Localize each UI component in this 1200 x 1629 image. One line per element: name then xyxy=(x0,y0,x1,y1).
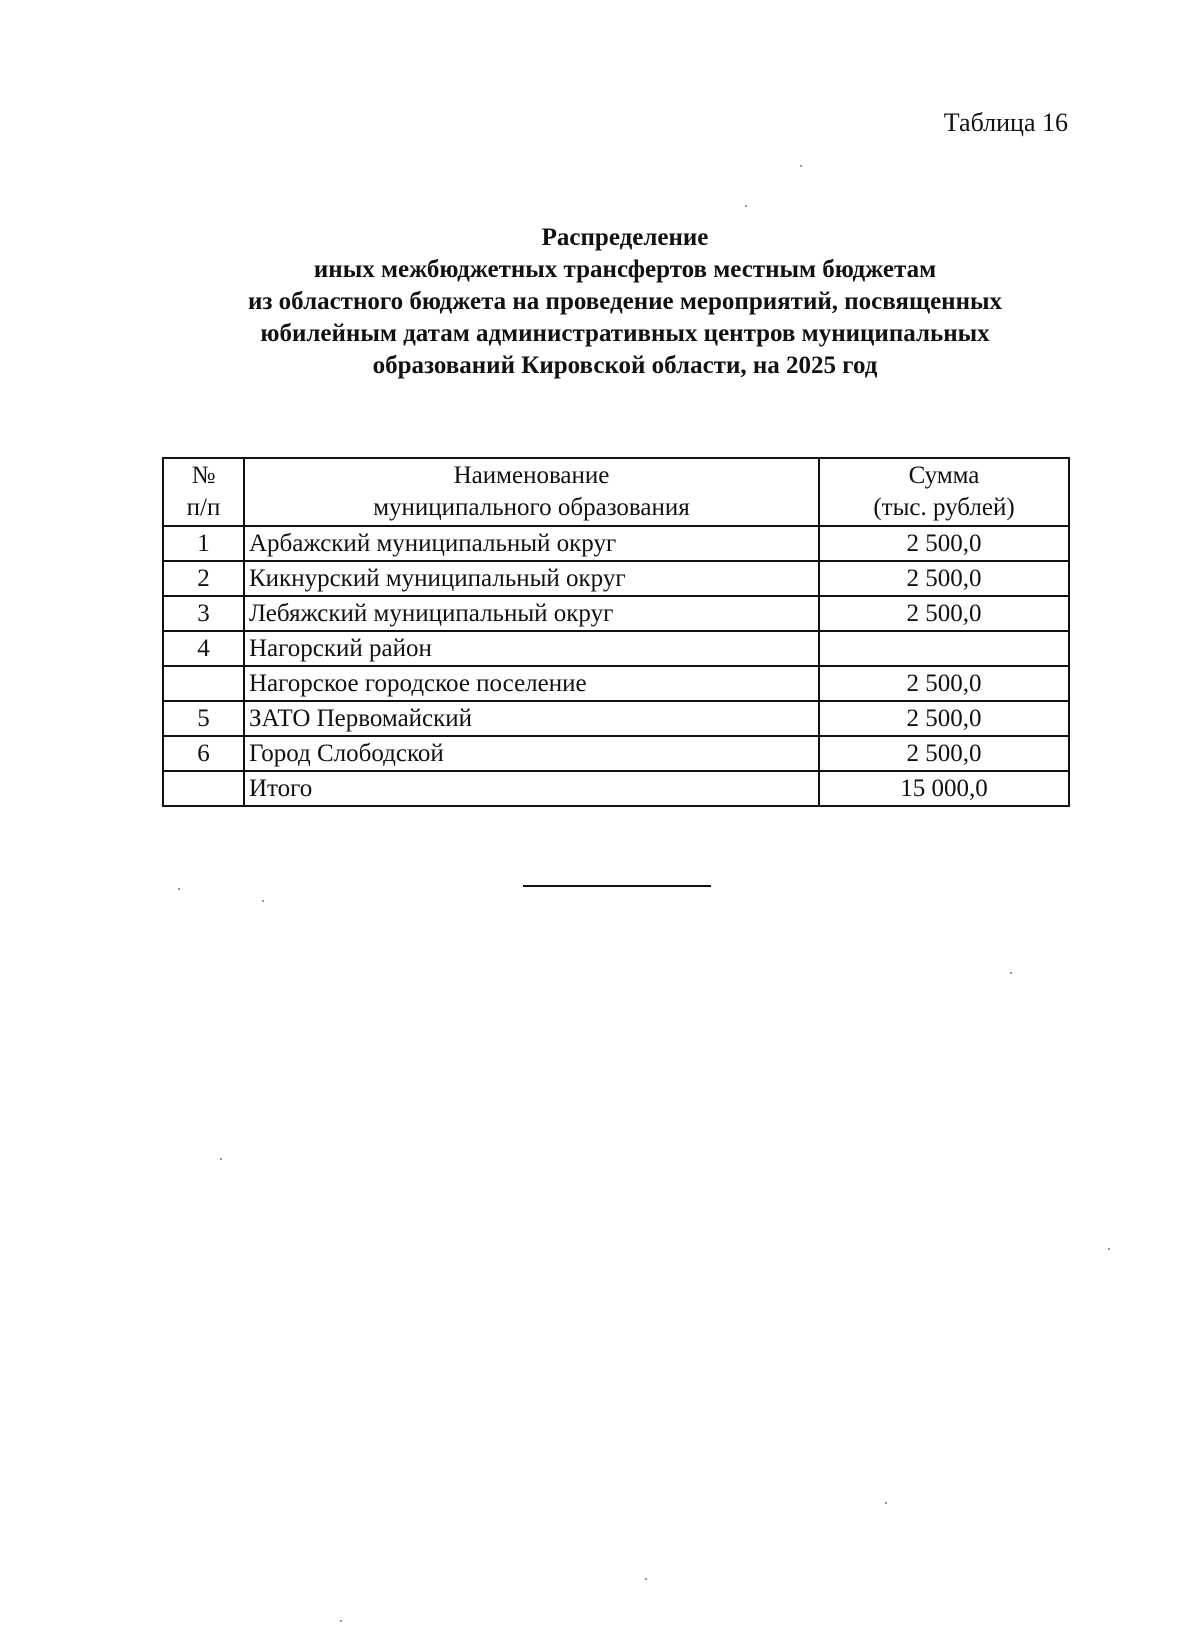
row-num xyxy=(163,771,244,806)
header-name-line: муниципального образования xyxy=(373,494,690,521)
row-sum xyxy=(819,631,1069,666)
scan-speck xyxy=(885,1502,887,1504)
table-row xyxy=(163,701,1069,736)
row-name: Итого xyxy=(244,771,819,806)
scan-speck xyxy=(1010,972,1012,974)
table-row xyxy=(163,526,1069,561)
row-name: Арбажский муниципальный округ xyxy=(244,526,819,561)
row-num: 2 xyxy=(163,561,244,596)
row-sum: 2 500,0 xyxy=(819,526,1069,561)
title-line: Распределение xyxy=(541,224,709,251)
title-line: образований Кировской области, на 2025 год xyxy=(372,352,878,379)
table-total-row xyxy=(163,771,1069,806)
scan-speck xyxy=(262,900,264,902)
scan-speck xyxy=(800,165,802,167)
row-name: Лебяжский муниципальный округ xyxy=(244,596,819,631)
row-sum: 2 500,0 xyxy=(819,701,1069,736)
table-row xyxy=(163,736,1069,771)
end-separator-line xyxy=(523,885,711,887)
title-line: иных межбюджетных трансфертов местным бюджетам xyxy=(313,256,937,283)
scan-speck xyxy=(645,1578,647,1580)
table-row xyxy=(163,561,1069,596)
table-number-label: Таблица 16 xyxy=(943,108,1068,137)
scan-speck xyxy=(178,888,180,890)
row-sum: 2 500,0 xyxy=(819,736,1069,771)
row-num: 4 xyxy=(163,631,244,666)
header-sum-line: Сумма xyxy=(908,462,980,489)
table-row xyxy=(163,666,1069,701)
row-sum: 2 500,0 xyxy=(819,596,1069,631)
title-line: юбилейным датам административных центров муниципальных xyxy=(260,320,990,347)
row-name: Нагорский район xyxy=(244,631,819,666)
table-row xyxy=(163,631,1069,666)
row-name: Город Слободской xyxy=(244,736,819,771)
header-num-line: № xyxy=(191,462,216,489)
row-name: Кикнурский муниципальный округ xyxy=(244,561,819,596)
scan-speck xyxy=(745,205,747,207)
header-num-line: п/п xyxy=(186,494,221,521)
row-num: 3 xyxy=(163,596,244,631)
row-sum: 15 000,0 xyxy=(819,771,1069,806)
row-num xyxy=(163,666,244,701)
header-name xyxy=(244,458,819,526)
row-sum: 2 500,0 xyxy=(819,666,1069,701)
row-num: 1 xyxy=(163,526,244,561)
table-header-row xyxy=(163,458,1069,526)
header-sum xyxy=(819,458,1069,526)
document-title xyxy=(150,222,1100,382)
header-name-line: Наименование xyxy=(453,462,610,489)
table-row xyxy=(163,596,1069,631)
row-name: ЗАТО Первомайский xyxy=(244,701,819,736)
title-line: из областного бюджета на проведение мероприятий, посвященных xyxy=(247,288,1002,315)
distribution-table xyxy=(162,457,1070,807)
row-num: 5 xyxy=(163,701,244,736)
scan-speck xyxy=(1108,1248,1110,1250)
row-name: Нагорское городское поселение xyxy=(244,666,819,701)
row-num: 6 xyxy=(163,736,244,771)
scan-speck xyxy=(220,1158,222,1160)
header-num xyxy=(163,458,244,526)
row-sum: 2 500,0 xyxy=(819,561,1069,596)
header-sum-line: (тыс. рублей) xyxy=(873,494,1015,521)
scan-speck xyxy=(340,1620,342,1622)
